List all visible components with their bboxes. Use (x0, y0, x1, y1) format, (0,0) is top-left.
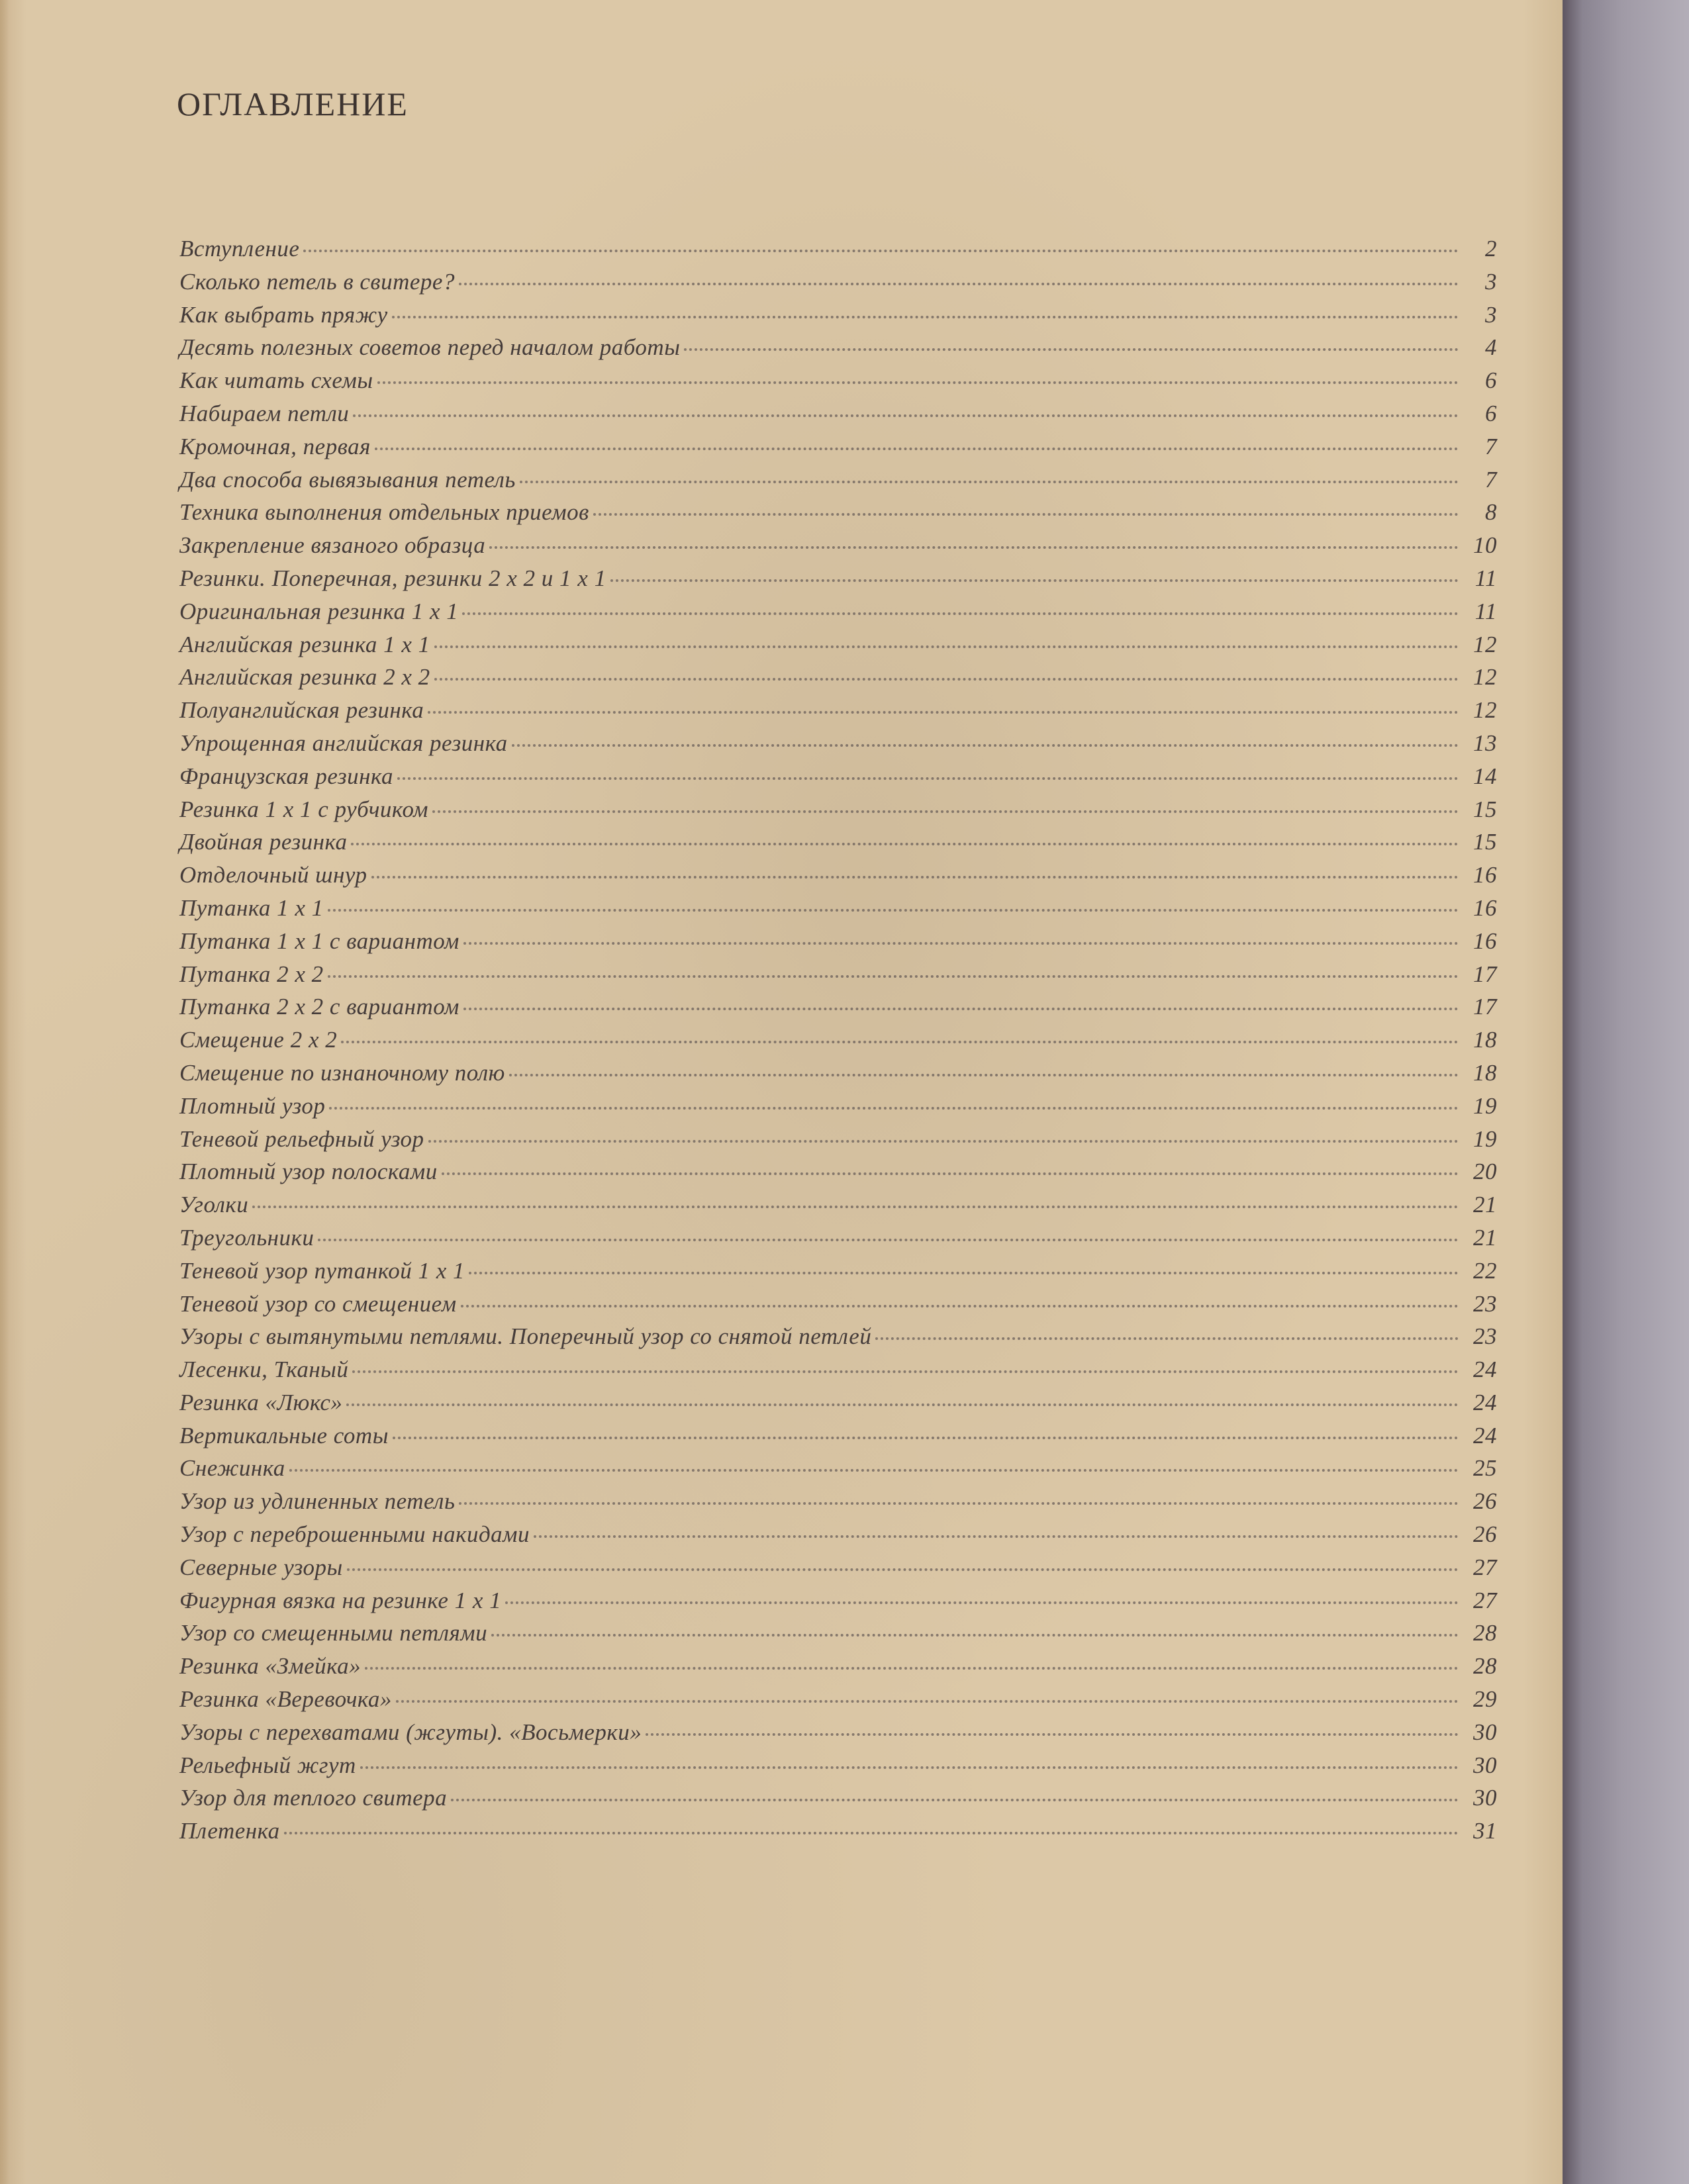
dot-leader (371, 876, 1459, 878)
toc-entry (179, 1719, 1497, 1752)
toc-entry-title: Десять полезных советов перед началом работы (179, 334, 681, 361)
dot-leader (393, 1437, 1459, 1439)
toc-entry (179, 1620, 1497, 1653)
dot-leader (509, 1074, 1459, 1076)
toc-entry (179, 1653, 1497, 1686)
toc-entry (179, 1093, 1497, 1126)
dot-leader (352, 1370, 1459, 1373)
toc-entry (179, 796, 1497, 830)
toc-entry-page-number: 24 (1473, 1356, 1497, 1383)
toc-entry-title: Путанка 2 х 2 с вариантом (179, 994, 459, 1020)
toc-entry-title: Смещение по изнаночному полю (179, 1059, 505, 1086)
toc-entry (179, 1159, 1497, 1192)
toc-entry (179, 1588, 1497, 1621)
toc-entry-title: Упрощенная английская резинка (179, 730, 508, 756)
dot-leader (463, 1008, 1459, 1010)
toc-entry-page-number: 7 (1485, 433, 1497, 459)
toc-entry-page-number: 2 (1485, 236, 1497, 261)
toc-entry (179, 961, 1497, 994)
toc-entry-title: Кромочная, первая (179, 433, 371, 459)
toc-entry-title: Теневой узор со смещением (179, 1290, 457, 1317)
toc-entry (179, 730, 1497, 763)
toc-entry-title: Резинка «Люкс» (179, 1389, 343, 1415)
dot-leader (442, 1172, 1459, 1175)
toc-entry-page-number: 20 (1473, 1159, 1497, 1185)
toc-entry (179, 1126, 1497, 1159)
toc-entry-page-number: 24 (1473, 1422, 1497, 1448)
toc-entry-title: Снежинка (179, 1455, 285, 1482)
toc-entry-title: Узор со смещенными петлями (179, 1620, 488, 1646)
toc-entry (179, 697, 1497, 730)
dot-leader (360, 1766, 1459, 1769)
toc-entry (179, 1818, 1497, 1851)
toc-entry-page-number: 23 (1473, 1290, 1497, 1317)
toc-entry-title: Резинка «Змейка» (179, 1653, 362, 1680)
toc-entry-page-number: 13 (1473, 730, 1497, 756)
toc-entry-page-number: 18 (1473, 1059, 1497, 1086)
toc-entry-title: Резинка 1 х 1 с рубчиком (179, 796, 428, 822)
toc-entry-title: Путанка 2 х 2 (179, 961, 324, 987)
toc-entry (179, 1225, 1497, 1258)
dot-leader (875, 1337, 1459, 1340)
toc-entry-title: Смещение 2 х 2 (179, 1027, 338, 1053)
toc-entry-page-number: 26 (1473, 1488, 1497, 1515)
toc-entry-title: Английская резинка 1 х 1 (179, 631, 430, 657)
toc-entry-page-number: 19 (1473, 1125, 1497, 1152)
toc-entry (179, 1323, 1497, 1356)
dot-leader (347, 1568, 1459, 1571)
dot-leader (462, 612, 1459, 615)
toc-entry-page-number: 29 (1473, 1686, 1497, 1713)
dot-leader (469, 1272, 1459, 1274)
toc-entry-title: Фигурная вязка на резинке 1 х 1 (179, 1587, 502, 1613)
dot-leader (396, 1700, 1459, 1703)
dot-leader (428, 1140, 1459, 1143)
toc-entry (179, 269, 1497, 302)
toc-entry-page-number: 16 (1473, 862, 1497, 888)
scanner-background-strip (1563, 0, 1689, 2184)
toc-entry-title: Французская резинка (179, 763, 393, 789)
toc-entry-title: Оригинальная резинка 1 х 1 (179, 598, 459, 624)
toc-entry-title: Северные узоры (179, 1554, 343, 1580)
toc-entry-page-number: 11 (1474, 565, 1497, 591)
toc-entry (179, 1291, 1497, 1324)
toc-entry-page-number: 4 (1485, 334, 1497, 361)
toc-entry-title: Путанка 1 х 1 с вариантом (179, 927, 459, 954)
dot-leader (459, 1502, 1459, 1505)
toc-entry (179, 467, 1497, 500)
toc-entry (179, 994, 1497, 1027)
dot-leader (520, 481, 1459, 483)
toc-entry-title: Резинка «Веревочка» (179, 1686, 392, 1713)
toc-entry-page-number: 31 (1473, 1818, 1497, 1844)
toc-entry (179, 1027, 1497, 1060)
toc-entry-title: Резинки. Поперечная, резинки 2 х 2 и 1 х 1 (179, 565, 606, 591)
table-of-contents (179, 236, 1497, 1851)
toc-entry-page-number: 6 (1485, 367, 1497, 394)
toc-entry (179, 862, 1497, 895)
dot-leader (397, 777, 1459, 780)
toc-entry (179, 1423, 1497, 1456)
toc-entry-title: Английская резинка 2 х 2 (179, 664, 430, 690)
toc-entry-page-number: 16 (1473, 927, 1497, 954)
toc-entry-title: Теневой рельефный узор (179, 1125, 424, 1152)
toc-entry-title: Путанка 1 х 1 (179, 894, 324, 921)
dot-leader (329, 1107, 1459, 1110)
dot-leader (392, 316, 1459, 318)
toc-entry (179, 1258, 1497, 1291)
toc-entry-page-number: 10 (1473, 532, 1497, 559)
toc-entry (179, 1785, 1497, 1818)
toc-entry-page-number: 3 (1485, 301, 1497, 328)
dot-leader (434, 645, 1459, 648)
dot-leader (512, 744, 1459, 747)
toc-entry-title: Плотный узор (179, 1092, 326, 1119)
toc-entry-page-number: 21 (1473, 1224, 1497, 1251)
toc-entry-page-number: 30 (1473, 1719, 1497, 1745)
dot-leader (289, 1469, 1459, 1472)
dot-leader (346, 1403, 1459, 1406)
toc-entry (179, 1192, 1497, 1225)
toc-entry-title: Узор с переброшенными накидами (179, 1521, 530, 1548)
toc-entry-page-number: 17 (1473, 961, 1497, 987)
toc-entry-page-number: 18 (1473, 1027, 1497, 1053)
toc-entry (179, 829, 1497, 862)
toc-entry (179, 434, 1497, 467)
toc-entry-title: Техника выполнения отдельных приемов (179, 499, 589, 526)
dot-leader (684, 348, 1459, 351)
dot-leader (353, 414, 1459, 417)
toc-entry (179, 1390, 1497, 1423)
toc-entry (179, 367, 1497, 401)
dot-leader (351, 843, 1459, 845)
toc-entry (179, 1356, 1497, 1390)
toc-entry-title: Узор для теплого свитера (179, 1785, 448, 1811)
toc-entry-title: Вступление (179, 236, 300, 261)
dot-leader (428, 711, 1459, 714)
toc-entry-title: Плетенка (179, 1818, 280, 1844)
toc-entry (179, 763, 1497, 796)
toc-entry (179, 1686, 1497, 1719)
toc-entry-page-number: 23 (1473, 1323, 1497, 1350)
toc-entry-title: Теневой узор путанкой 1 х 1 (179, 1257, 465, 1284)
toc-entry-title: Как выбрать пряжу (179, 301, 388, 328)
toc-entry-page-number: 16 (1473, 894, 1497, 921)
toc-entry-page-number: 28 (1473, 1620, 1497, 1646)
dot-leader (610, 579, 1459, 582)
dot-leader (461, 1305, 1459, 1307)
toc-entry-title: Два способа вывязывания петель (179, 466, 516, 493)
dot-leader (375, 448, 1459, 450)
toc-entry (179, 664, 1497, 697)
toc-entry (179, 1554, 1497, 1588)
toc-entry (179, 1488, 1497, 1521)
toc-entry-page-number: 30 (1473, 1785, 1497, 1811)
dot-leader (328, 975, 1459, 978)
dot-leader (646, 1733, 1459, 1736)
toc-entry (179, 565, 1497, 598)
dot-leader (252, 1206, 1459, 1208)
toc-entry-page-number: 27 (1473, 1554, 1497, 1580)
toc-entry (179, 632, 1497, 665)
toc-entry-page-number: 7 (1485, 466, 1497, 493)
toc-entry-page-number: 11 (1474, 598, 1497, 624)
toc-entry-title: Набираем петли (179, 400, 350, 426)
toc-entry-title: Как читать схемы (179, 367, 373, 394)
toc-entry-title: Плотный узор полосками (179, 1159, 438, 1185)
toc-entry-page-number: 12 (1473, 664, 1497, 690)
toc-entry-page-number: 27 (1473, 1587, 1497, 1613)
toc-entry-title: Рельефный жгут (179, 1752, 356, 1778)
toc-entry-page-number: 19 (1473, 1092, 1497, 1119)
toc-entry (179, 1060, 1497, 1093)
toc-entry-page-number: 24 (1473, 1389, 1497, 1415)
toc-entry (179, 1455, 1497, 1488)
toc-entry-page-number: 28 (1473, 1653, 1497, 1680)
dot-leader (505, 1601, 1459, 1604)
toc-entry-title: Закрепление вязаного образца (179, 532, 486, 559)
toc-entry (179, 928, 1497, 961)
toc-entry-title: Узоры с вытянутыми петлями. Поперечный узор со снятой петлей (179, 1323, 872, 1350)
toc-entry-page-number: 15 (1473, 796, 1497, 822)
toc-entry-page-number: 12 (1473, 697, 1497, 724)
toc-entry-title: Полуанглийская резинка (179, 697, 424, 724)
dot-leader (489, 546, 1459, 549)
page-edge-shadow (0, 0, 9, 2184)
toc-entry-page-number: 30 (1473, 1752, 1497, 1778)
dot-leader (377, 381, 1459, 384)
dot-leader (451, 1799, 1459, 1801)
dot-leader (341, 1041, 1459, 1043)
toc-entry-title: Узоры с перехватами (жгуты). «Восьмерки» (179, 1719, 642, 1745)
toc-entry (179, 598, 1497, 632)
toc-entry-title: Уголки (179, 1192, 249, 1218)
toc-entry (179, 401, 1497, 434)
toc-entry-title: Лесенки, Тканый (179, 1356, 349, 1383)
toc-entry-page-number: 15 (1473, 829, 1497, 855)
toc-entry-page-number: 3 (1485, 268, 1497, 295)
toc-entry (179, 1752, 1497, 1785)
toc-entry-page-number: 12 (1473, 631, 1497, 657)
toc-entry (179, 499, 1497, 532)
toc-entry-title: Узор из удлиненных петель (179, 1488, 456, 1515)
toc-entry (179, 532, 1497, 565)
page-title: ОГЛАВЛЕНИЕ (177, 85, 409, 122)
dot-leader (303, 250, 1459, 252)
dot-leader (365, 1667, 1459, 1670)
toc-entry (179, 302, 1497, 335)
dot-leader (459, 283, 1459, 285)
toc-entry-page-number: 22 (1473, 1257, 1497, 1284)
toc-entry-page-number: 6 (1485, 400, 1497, 426)
dot-leader (534, 1535, 1459, 1538)
toc-entry-title: Вертикальные соты (179, 1422, 389, 1448)
toc-entry-title: Отделочный шнур (179, 862, 367, 888)
dot-leader (434, 678, 1459, 681)
dot-leader (328, 909, 1459, 912)
dot-leader (432, 810, 1459, 813)
toc-entry-title: Двойная резинка (179, 829, 348, 855)
toc-entry-page-number: 26 (1473, 1521, 1497, 1548)
toc-entry-page-number: 8 (1485, 499, 1497, 526)
dot-leader (284, 1832, 1459, 1834)
dot-leader (463, 942, 1459, 945)
toc-entry-page-number: 14 (1473, 763, 1497, 789)
dot-leader (318, 1239, 1459, 1241)
toc-entry-title: Сколько петель в свитере? (179, 268, 455, 295)
toc-entry-page-number: 17 (1473, 994, 1497, 1020)
toc-entry-title: Треугольники (179, 1224, 314, 1251)
dot-leader (593, 513, 1459, 516)
toc-entry-page-number: 25 (1473, 1455, 1497, 1482)
dot-leader (491, 1634, 1459, 1637)
toc-entry (179, 895, 1497, 928)
toc-entry (179, 1521, 1497, 1554)
toc-entry-page-number: 21 (1473, 1192, 1497, 1218)
toc-entry (179, 236, 1497, 269)
toc-entry (179, 334, 1497, 367)
